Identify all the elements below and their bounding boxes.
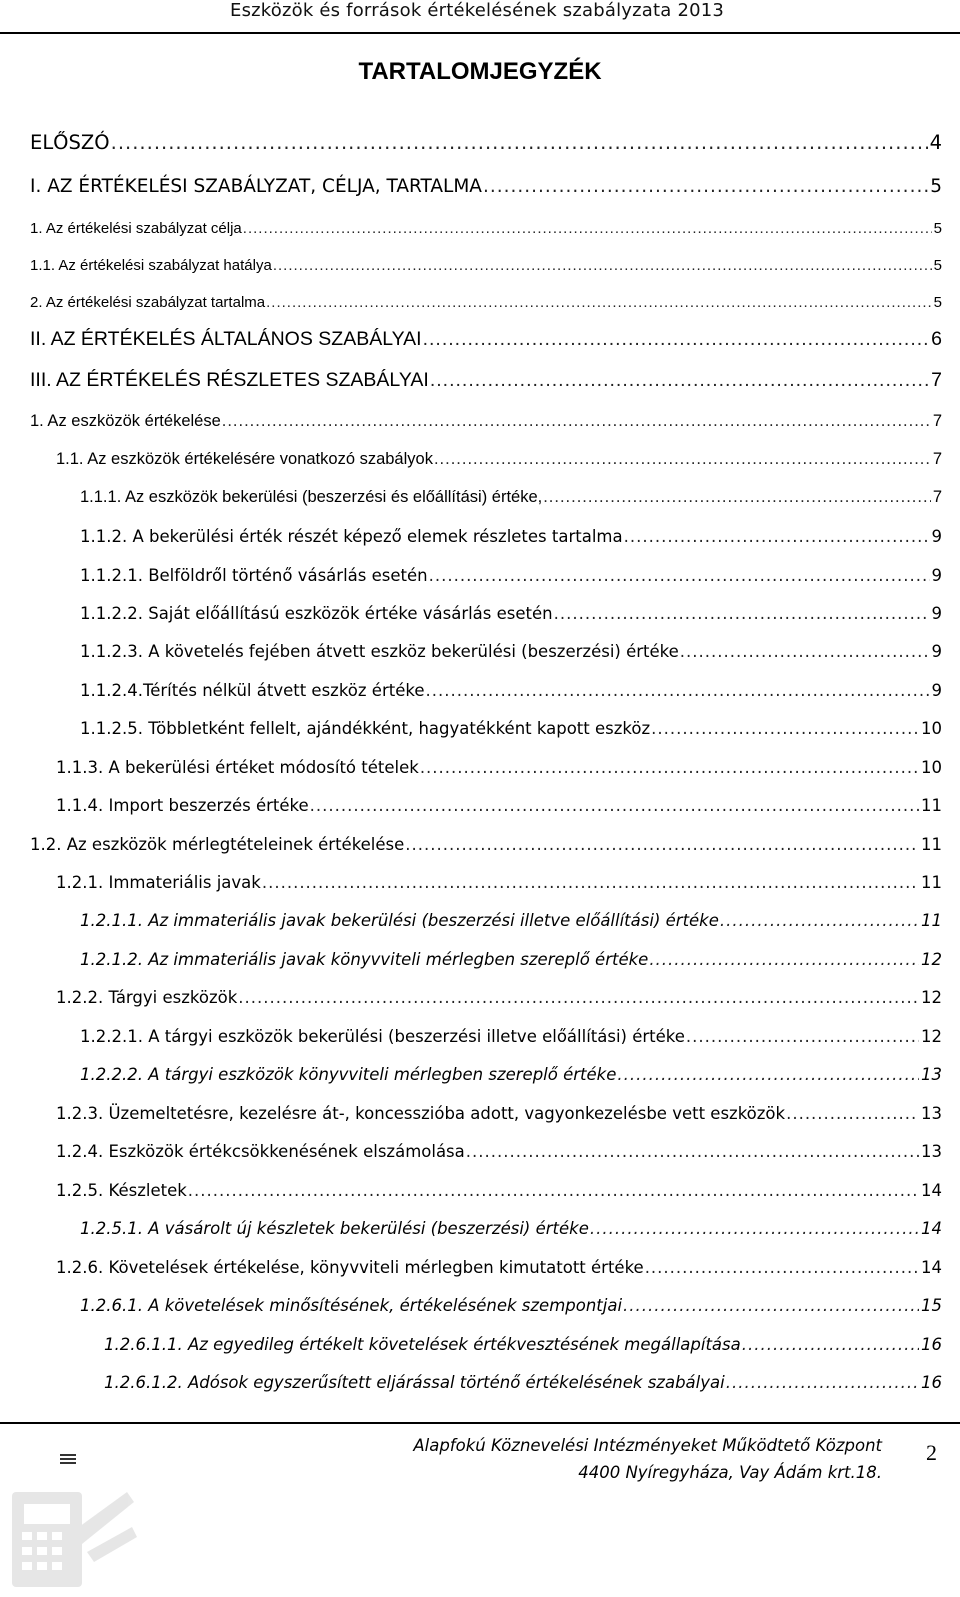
toc-entry[interactable] [56,988,942,1007]
toc-entry-page: 14 [921,1218,942,1238]
toc-entry-title: 1.2.2.2. A tárgyi eszközök könyvviteli mérlegben szereplő értéke [80,1064,617,1084]
toc-entry-title: 1.2.2. Tárgyi eszközök [56,987,238,1007]
toc-entry-title: 1.1.2.2. Saját előállítású eszközök értéke vásárlás esetén [80,603,553,623]
toc-entry-title: 1.2.5. Készletek [56,1180,187,1200]
toc-leader-dots [720,911,919,930]
toc-leader-dots [426,681,930,700]
toc-entry[interactable] [30,257,942,274]
toc-leader-dots [680,642,930,661]
toc-entry-title: 1.1.2.4.Térítés nélkül átvett eszköz értéke [80,680,425,700]
toc-entry-page: 9 [931,603,942,623]
toc-leader-dots [726,1373,919,1392]
toc-leader-dots [430,369,929,392]
toc-entry[interactable] [56,1104,942,1123]
toc-entry-title: 1.1. Az eszközök értékelésére vonatkozó szabályok [56,449,433,468]
toc-leader-dots [623,1296,919,1315]
toc-entry[interactable] [56,1142,942,1161]
toc-entry-title: I. AZ ÉRTÉKELÉSI SZABÁLYZAT, CÉLJA, TARTALMA [30,176,482,198]
toc-entry[interactable] [56,1258,942,1277]
toc-entry[interactable] [30,369,942,392]
toc-entry[interactable] [30,328,942,351]
toc-entry-title: 1.1. Az értékelési szabályzat hatálya [30,257,272,275]
toc-leader-dots [266,294,932,311]
toc-entry[interactable] [80,950,942,969]
toc-entry[interactable] [30,412,942,431]
toc-entry[interactable] [80,566,942,585]
toc-entry-page: 4 [929,131,942,155]
toc-leader-dots [434,450,931,469]
toc-leader-dots [624,527,930,546]
toc-entry-title: 1.1.3. A bekerülési értéket módosító tételek [56,757,419,777]
toc-entry[interactable] [80,719,942,738]
toc-entry-page: 12 [921,949,942,969]
toc-entry[interactable] [80,642,942,661]
toc-leader-dots [554,604,930,623]
toc-entry-page: 5 [933,294,942,312]
toc-entry[interactable] [80,1296,942,1315]
toc-entry-page: 10 [921,757,942,777]
toc-entry[interactable] [80,681,942,700]
toc-entry-title: II. AZ ÉRTÉKELÉS ÁLTALÁNOS SZABÁLYAI [30,328,422,351]
toc-leader-dots [742,1335,919,1354]
toc-entry-title: 1.2.6.1.1. Az egyedileg értékelt követelések értékvesztésének megállapítása [104,1334,741,1354]
toc-leader-dots [617,1065,919,1084]
toc-entry-page: 12 [921,987,942,1007]
toc-leader-dots [238,988,919,1007]
footer-divider [0,1422,960,1424]
toc-entry[interactable] [104,1373,942,1392]
toc-entry-title: 1.2.1. Immateriális javak [56,872,261,892]
toc-entry-page: 7 [932,487,942,506]
toc-entry[interactable] [80,1219,942,1238]
toc-entry-title: 1.1.2.3. A követelés fejében átvett eszköz bekerülési (beszerzési) értéke [80,641,679,661]
toc-leader-dots [483,176,928,197]
toc-entry-title: 1.2.6.1. A követelések minősítésének, értékelésének szempontjai [80,1295,623,1315]
toc-entry-page: 6 [931,328,942,351]
toc-entry[interactable] [80,1027,942,1046]
toc-entry-page: 12 [921,1026,942,1046]
toc-entry-title: 1. Az eszközök értékelése [30,411,221,430]
toc-leader-dots [222,412,931,431]
toc-entry-page: 9 [931,565,942,585]
toc-entry-title: 1.2.3. Üzemeltetésre, kezelésre át-, koncesszióba adott, vagyonkezelésbe vett eszközök [56,1103,786,1123]
header-title: Eszközök és források értékelésének szabályzata 2013 [230,0,725,21]
toc-entry-page: 7 [932,449,942,468]
toc-leader-dots [590,1219,919,1238]
toc-leader-dots [786,1104,919,1123]
toc-leader-dots [651,719,919,738]
toc-leader-dots [310,796,919,815]
header-divider [0,32,960,34]
toc-entry-title: 1.2.2.1. A tárgyi eszközök bekerülési (beszerzési illetve előállítási) értéke [80,1026,685,1046]
toc-leader-dots [686,1027,919,1046]
toc-leader-dots [243,220,932,237]
toc-entry-title: 1.1.2.1. Belföldről történő vásárlás esetén [80,565,428,585]
page-number: 2 [926,1440,937,1465]
toc-entry-title: III. AZ ÉRTÉKELÉS RÉSZLETES SZABÁLYAI [30,369,429,392]
toc-leader-dots [405,835,919,854]
toc-entry[interactable] [80,527,942,546]
footer-address: 4400 Nyíregyháza, Vay Ádám krt.18. [578,1463,882,1482]
toc-entry-page: 13 [921,1141,942,1161]
toc-entry[interactable] [56,1181,942,1200]
toc-entry-page: 5 [930,176,942,198]
toc-entry[interactable] [56,873,942,892]
toc-entry-page: 10 [921,718,942,738]
toc-entry[interactable] [104,1335,942,1354]
toc-entry-page: 7 [931,369,942,392]
toc-entry-title: 1.1.4. Import beszerzés értéke [56,795,309,815]
toc-entry-page: 9 [931,641,942,661]
toc-entry-page: 14 [921,1180,942,1200]
toc-entry-page: 5 [933,257,942,275]
toc-entry-title: 1.1.2.5. Többletként fellelt, ajándékként, hagyatékként kapott eszköz [80,718,651,738]
toc-entry[interactable] [80,1065,942,1084]
toc-entry[interactable] [80,488,942,507]
toc-entry-page: 5 [933,220,942,238]
toc-entry-title: 1.2.5.1. A vásárolt új készletek bekerülési (beszerzési) értéke [80,1218,589,1238]
toc-entry-title: ELŐSZÓ [30,131,110,155]
toc-leader-dots [429,566,930,585]
toc-entry[interactable] [56,796,942,815]
toc-entry-page: 16 [921,1372,942,1392]
toc-entry[interactable] [30,176,942,197]
toc-entry-title: 1.1.1. Az eszközök bekerülési (beszerzési és előállítási) értéke, [80,487,543,506]
toc-entry-page: 9 [931,526,942,546]
toc-leader-dots [423,328,930,351]
toc-entry[interactable] [80,604,942,623]
toc-entry-title: 1.1.2. A bekerülési érték részét képező elemek részletes tartalma [80,526,623,546]
toc-entry-page: 9 [931,680,942,700]
toc-leader-dots [262,873,919,892]
toc-entry[interactable] [30,294,942,311]
toc-entry-title: 1.2.6.1.2. Adósok egyszerűsített eljárással történő értékelésének szabályai [104,1372,725,1392]
toc-leader-dots [645,1258,919,1277]
toc-leader-dots [273,257,932,274]
toc-leader-dots [466,1142,919,1161]
toc-entry-title: 1.2.4. Eszközök értékcsökkenésének elszámolása [56,1141,465,1161]
toc-leader-dots [543,488,931,507]
toc-entry[interactable] [30,220,942,237]
toc-entry-title: 1.2. Az eszközök mérlegtételeinek értékelése [30,834,405,854]
toc-entry-title: 1. Az értékelési szabályzat célja [30,220,242,238]
toc-leader-dots [649,950,919,969]
institution-logo-icon [2,1432,142,1597]
toc-entry-page: 11 [921,910,942,930]
toc-leader-dots [188,1181,919,1200]
toc-entry-page: 13 [921,1103,942,1123]
toc-entry-title: 1.2.6. Követelések értékelése, könyvviteli mérlegben kimutatott értéke [56,1257,644,1277]
toc-entry-title: 1.2.1.1. Az immateriális javak bekerülési (beszerzési illetve előállítási) értéke [80,910,719,930]
toc-leader-dots [420,758,919,777]
toc-entry-page: 14 [921,1257,942,1277]
toc-entry[interactable] [56,758,942,777]
toc-entry[interactable] [30,835,942,854]
toc-entry-page: 13 [921,1064,942,1084]
toc-entry[interactable] [30,131,942,154]
toc-entry[interactable] [80,911,942,930]
toc-entry-page: 7 [932,411,942,430]
toc-title: TARTALOMJEGYZÉK [358,58,602,85]
footer-institution: Alapfokú Köznevelési Intézményeket Működtető Központ [413,1436,882,1455]
toc-entry-page: 16 [921,1334,942,1354]
toc-entry-title: 2. Az értékelési szabályzat tartalma [30,294,266,312]
toc-entry-page: 15 [921,1295,942,1315]
toc-entry-page: 11 [921,795,942,815]
toc-leader-dots [111,131,928,154]
toc-entry-title: 1.2.1.2. Az immateriális javak könyvviteli mérlegben szereplő értéke [80,949,649,969]
toc-entry[interactable] [56,450,942,469]
toc-entry-page: 11 [921,872,942,892]
toc-entry-page: 11 [921,834,942,854]
